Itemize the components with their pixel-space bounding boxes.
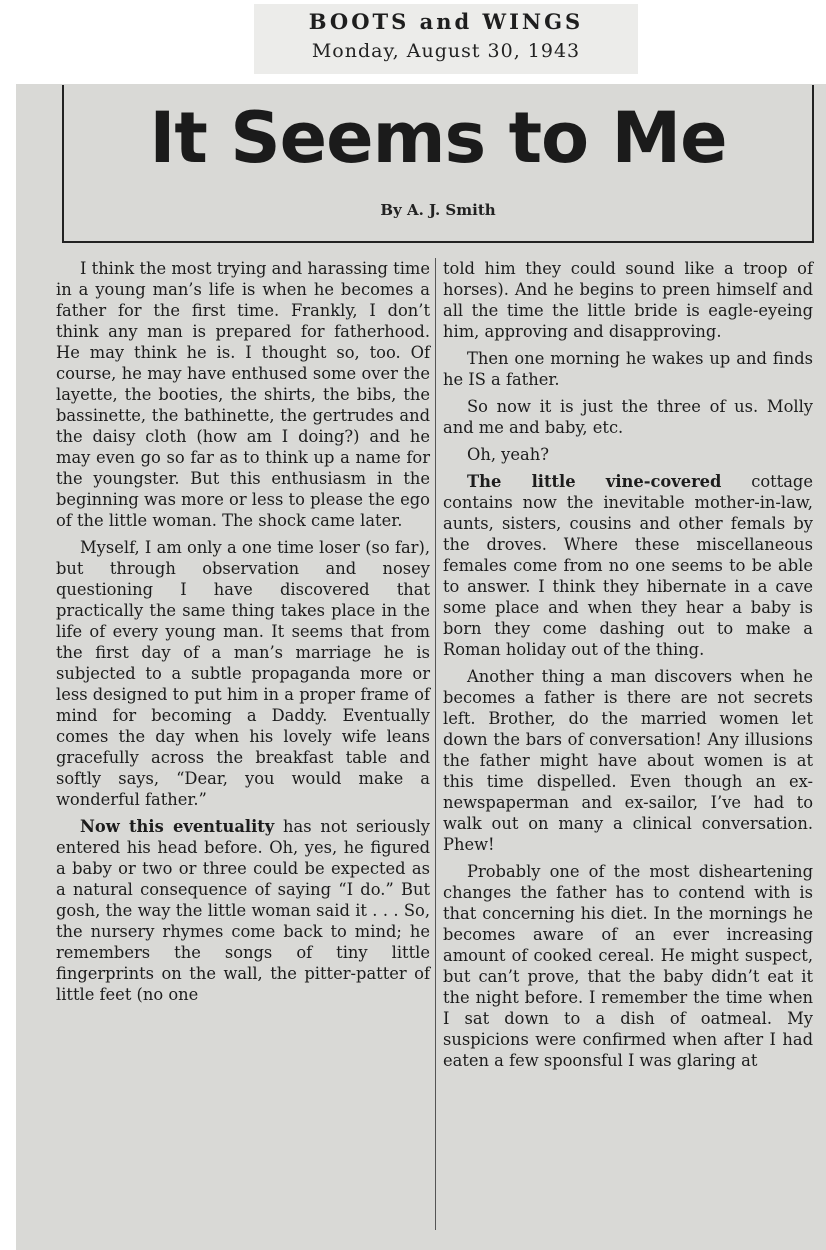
byline: By A. J. Smith <box>380 201 496 219</box>
left-margin <box>0 0 16 1250</box>
paragraph <box>443 471 813 660</box>
article-title: It Seems to Me <box>149 97 727 179</box>
paragraph-text: has not seriously entered his head before. Oh, yes, he figured a baby or two or three could be expected as a natural consequence of saying “I do.” But gosh, the way the little woman said it . . . So, the nursery rhymes come back to mind; he remembers the songs of tiny little fingerprints on the wall, the pitter-patter of little feet (no one <box>56 817 431 1004</box>
paragraph: Then one morning he wakes up and finds he IS a father. <box>443 349 813 389</box>
publication-name: BOOTS and WINGS <box>308 9 584 34</box>
paragraph: So now it is just the three of us. Molly and me and baby, etc. <box>443 397 813 437</box>
masthead <box>254 4 638 74</box>
right-column <box>443 258 813 1233</box>
paragraph: I think the most trying and harassing time in a young man’s life is when he becomes a father for the first time. Frankly, I don’t think any man is prepared for fatherhood. He may think he is. I thought so, too. Of course, he may have enthused some over the layette, the booties, the shirts, the bibs, the bassinette, the bathinette, the gertrudes and the daisy cloth (how am I doing?) and he may even go so far as to think up a name for the youngster. But this enthusiasm in the beginning was more or less to please the ego of the little woman. The shock came later. <box>56 259 430 530</box>
lead-in: Now this eventuality <box>80 817 275 836</box>
paragraph: Probably one of the most disheartening changes the father has to contend with is that concerning his diet. In the mornings he becomes aware of an ever increasing amount of cooked cereal. He might suspect, but can’t prove, that the baby didn’t eat it the night before. I remember the time when I sat down to a dish of oatmeal. My suspicions were confirmed when after I had eaten a few spoonsful I was glaring at <box>443 862 813 1070</box>
paragraph: Another thing a man discovers when he becomes a father is there are not secrets left. Brother, do the married women let down the bars of conversation! Any illusions the father might have about women is at this time dispelled. Even though an ex-newspaperman and ex-sailor, I’ve had to walk out on many a clinical conversation. Phew! <box>443 667 813 854</box>
title-box <box>62 85 814 243</box>
paragraph: Myself, I am only a one time loser (so far), but through observation and nosey questioning I have discovered that practically the same thing takes place in the life of every young man. It seems that from the first day of a man’s marriage he is subjected to a subtle propaganda more or less designed to put him in a proper frame of mind for becoming a Daddy. Eventually comes the day when his lovely wife leans gracefully across the breakfast table and softly says, “Dear, you would make a wonderful father.” <box>56 538 430 809</box>
paragraph <box>56 816 430 1005</box>
paragraph: told him they could sound like a troop of horses). And he begins to preen himself and all the time the little bride is eagle-eyeing him, approving and disapproving. <box>443 259 813 341</box>
publication-date: Monday, August 30, 1943 <box>311 40 581 62</box>
paragraph: Oh, yeah? <box>467 445 549 464</box>
column-divider <box>435 258 436 1230</box>
lead-in: The little vine-covered <box>467 472 722 491</box>
left-column <box>56 258 430 1233</box>
paragraph-text: cottage contains now the inevitable mother-in-law, aunts, sisters, cousins and other femals by the droves. Where these miscellaneous females come from no one seems to be able to answer. I think they hibernate in a cave some place and when they hear a baby is born they come dashing out to make a Roman holiday out of the thing. <box>443 472 813 659</box>
